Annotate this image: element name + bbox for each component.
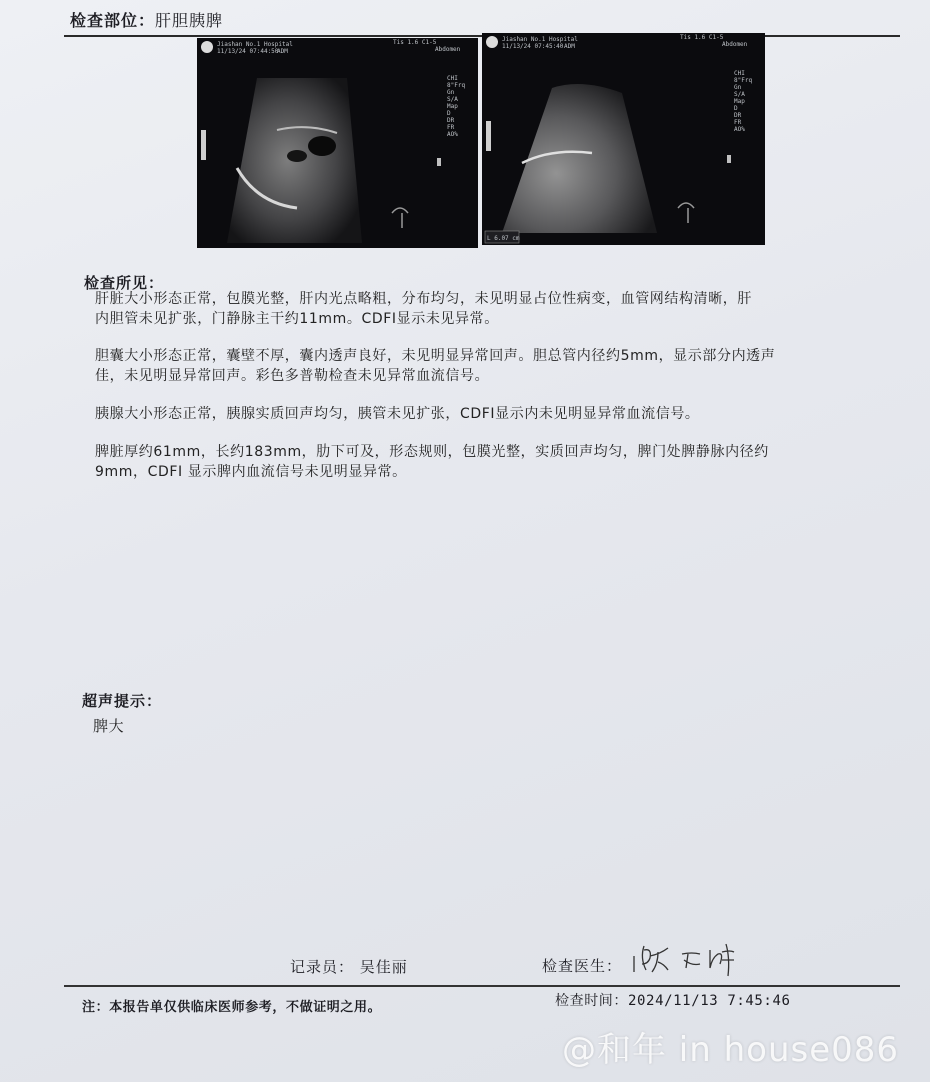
us2-datetime: 11/13/24 07:45:40: [502, 43, 564, 50]
footer-note: 注：本报告单仅供临床医师参考，不做证明之用。: [82, 1000, 382, 1015]
doctor-label: 检查医生：: [542, 957, 623, 975]
footer-divider: [64, 985, 900, 987]
watermark: @和年 in house086: [562, 1030, 900, 1070]
us2-hospital: Jiashan No.1 Hospital: [502, 36, 578, 43]
us2-side-1: 8"Frq: [734, 77, 753, 84]
ultrasound-image-2: [482, 33, 765, 245]
us1-hospital: Jiashan No.1 Hospital: [217, 41, 293, 48]
findings-line: 胰腺大小形态正常，胰腺实质回声均匀，胰管未见扩张，CDFI显示内未见明显异常血流信号。: [95, 406, 700, 422]
us2-tag: ADM: [564, 43, 575, 50]
us2-side-5: D: [734, 105, 738, 112]
us1-side-3: S/A: [447, 96, 458, 103]
us2-side-7: FR: [734, 119, 742, 126]
us1-preset: Abdomen: [435, 46, 461, 53]
impression-title: 超声提示：: [82, 692, 163, 710]
us1-side-0: CHI: [447, 75, 458, 82]
us2-side-2: Gn: [734, 84, 742, 91]
doctor-signature: [630, 938, 745, 980]
us2-probe: Tis 1.6 C1-5: [680, 34, 724, 41]
findings-paragraph-liver: [95, 289, 895, 329]
us1-tag: ADM: [277, 48, 288, 55]
recorder-label: 记录员：: [290, 958, 355, 976]
us1-probe: Tis 1.6 C1-5: [393, 39, 437, 46]
us2-side-3: S/A: [734, 91, 745, 98]
findings-paragraph-pancreas: [95, 404, 895, 424]
findings-line: 内胆管未见扩张，门静脉主干约11mm。CDFI显示未见异常。: [95, 311, 499, 327]
exam-time-value: 2024/11/13 7:45:46: [628, 993, 791, 1009]
us1-datetime: 11/13/24 07:44:50: [217, 48, 279, 55]
us1-side-1: 8"Frq: [447, 82, 466, 89]
ultrasound-image-1: [197, 38, 478, 248]
exam-site: [70, 8, 223, 31]
findings-line: 佳，未见明显异常回声。彩色多普勒检查未见异常血流信号。: [95, 368, 490, 384]
findings-line: 9mm，CDFI 显示脾内血流信号未见明显异常。: [95, 464, 407, 480]
findings-paragraph-gallbladder: [95, 346, 895, 386]
us2-side-6: DR: [734, 112, 742, 119]
us1-side-6: DR: [447, 117, 455, 124]
impression-text: 脾大: [93, 717, 125, 735]
us2-preset: Abdomen: [722, 41, 748, 48]
exam-time: [555, 990, 791, 1010]
us1-side-2: Gn: [447, 89, 455, 96]
recorder-name: 吴佳丽: [359, 958, 408, 976]
recorder: [290, 956, 408, 977]
us1-side-4: Map: [447, 103, 458, 110]
us1-side-8: AO%: [447, 131, 458, 138]
findings-paragraph-spleen: [95, 442, 895, 482]
us1-side-7: FR: [447, 124, 455, 131]
findings-line: 脾脏厚约61mm，长约183mm，肋下可及，形态规则，包膜光整，实质回声均匀，脾门处脾静脉内径约: [95, 444, 769, 460]
findings-title: 检查所见：: [84, 274, 165, 292]
exam-site-value: 肝胆胰脾: [155, 11, 224, 30]
findings-line: 胆囊大小形态正常，囊壁不厚，囊内透声良好，未见明显异常回声。胆总管内径约5mm，显示部分内透声: [95, 348, 776, 364]
us2-measure: L 6.07 cm: [487, 235, 520, 242]
us1-side-5: D: [447, 110, 451, 117]
us2-side-8: AO%: [734, 126, 745, 133]
us2-side-4: Map: [734, 98, 745, 105]
us2-side-0: CHI: [734, 70, 745, 77]
exam-time-label: 检查时间：: [555, 993, 628, 1009]
exam-site-label: 检查部位：: [70, 11, 156, 30]
findings-line: 肝脏大小形态正常，包膜光整，肝内光点略粗，分布均匀，未见明显占位性病变，血管网结构清晰，肝: [95, 291, 752, 307]
